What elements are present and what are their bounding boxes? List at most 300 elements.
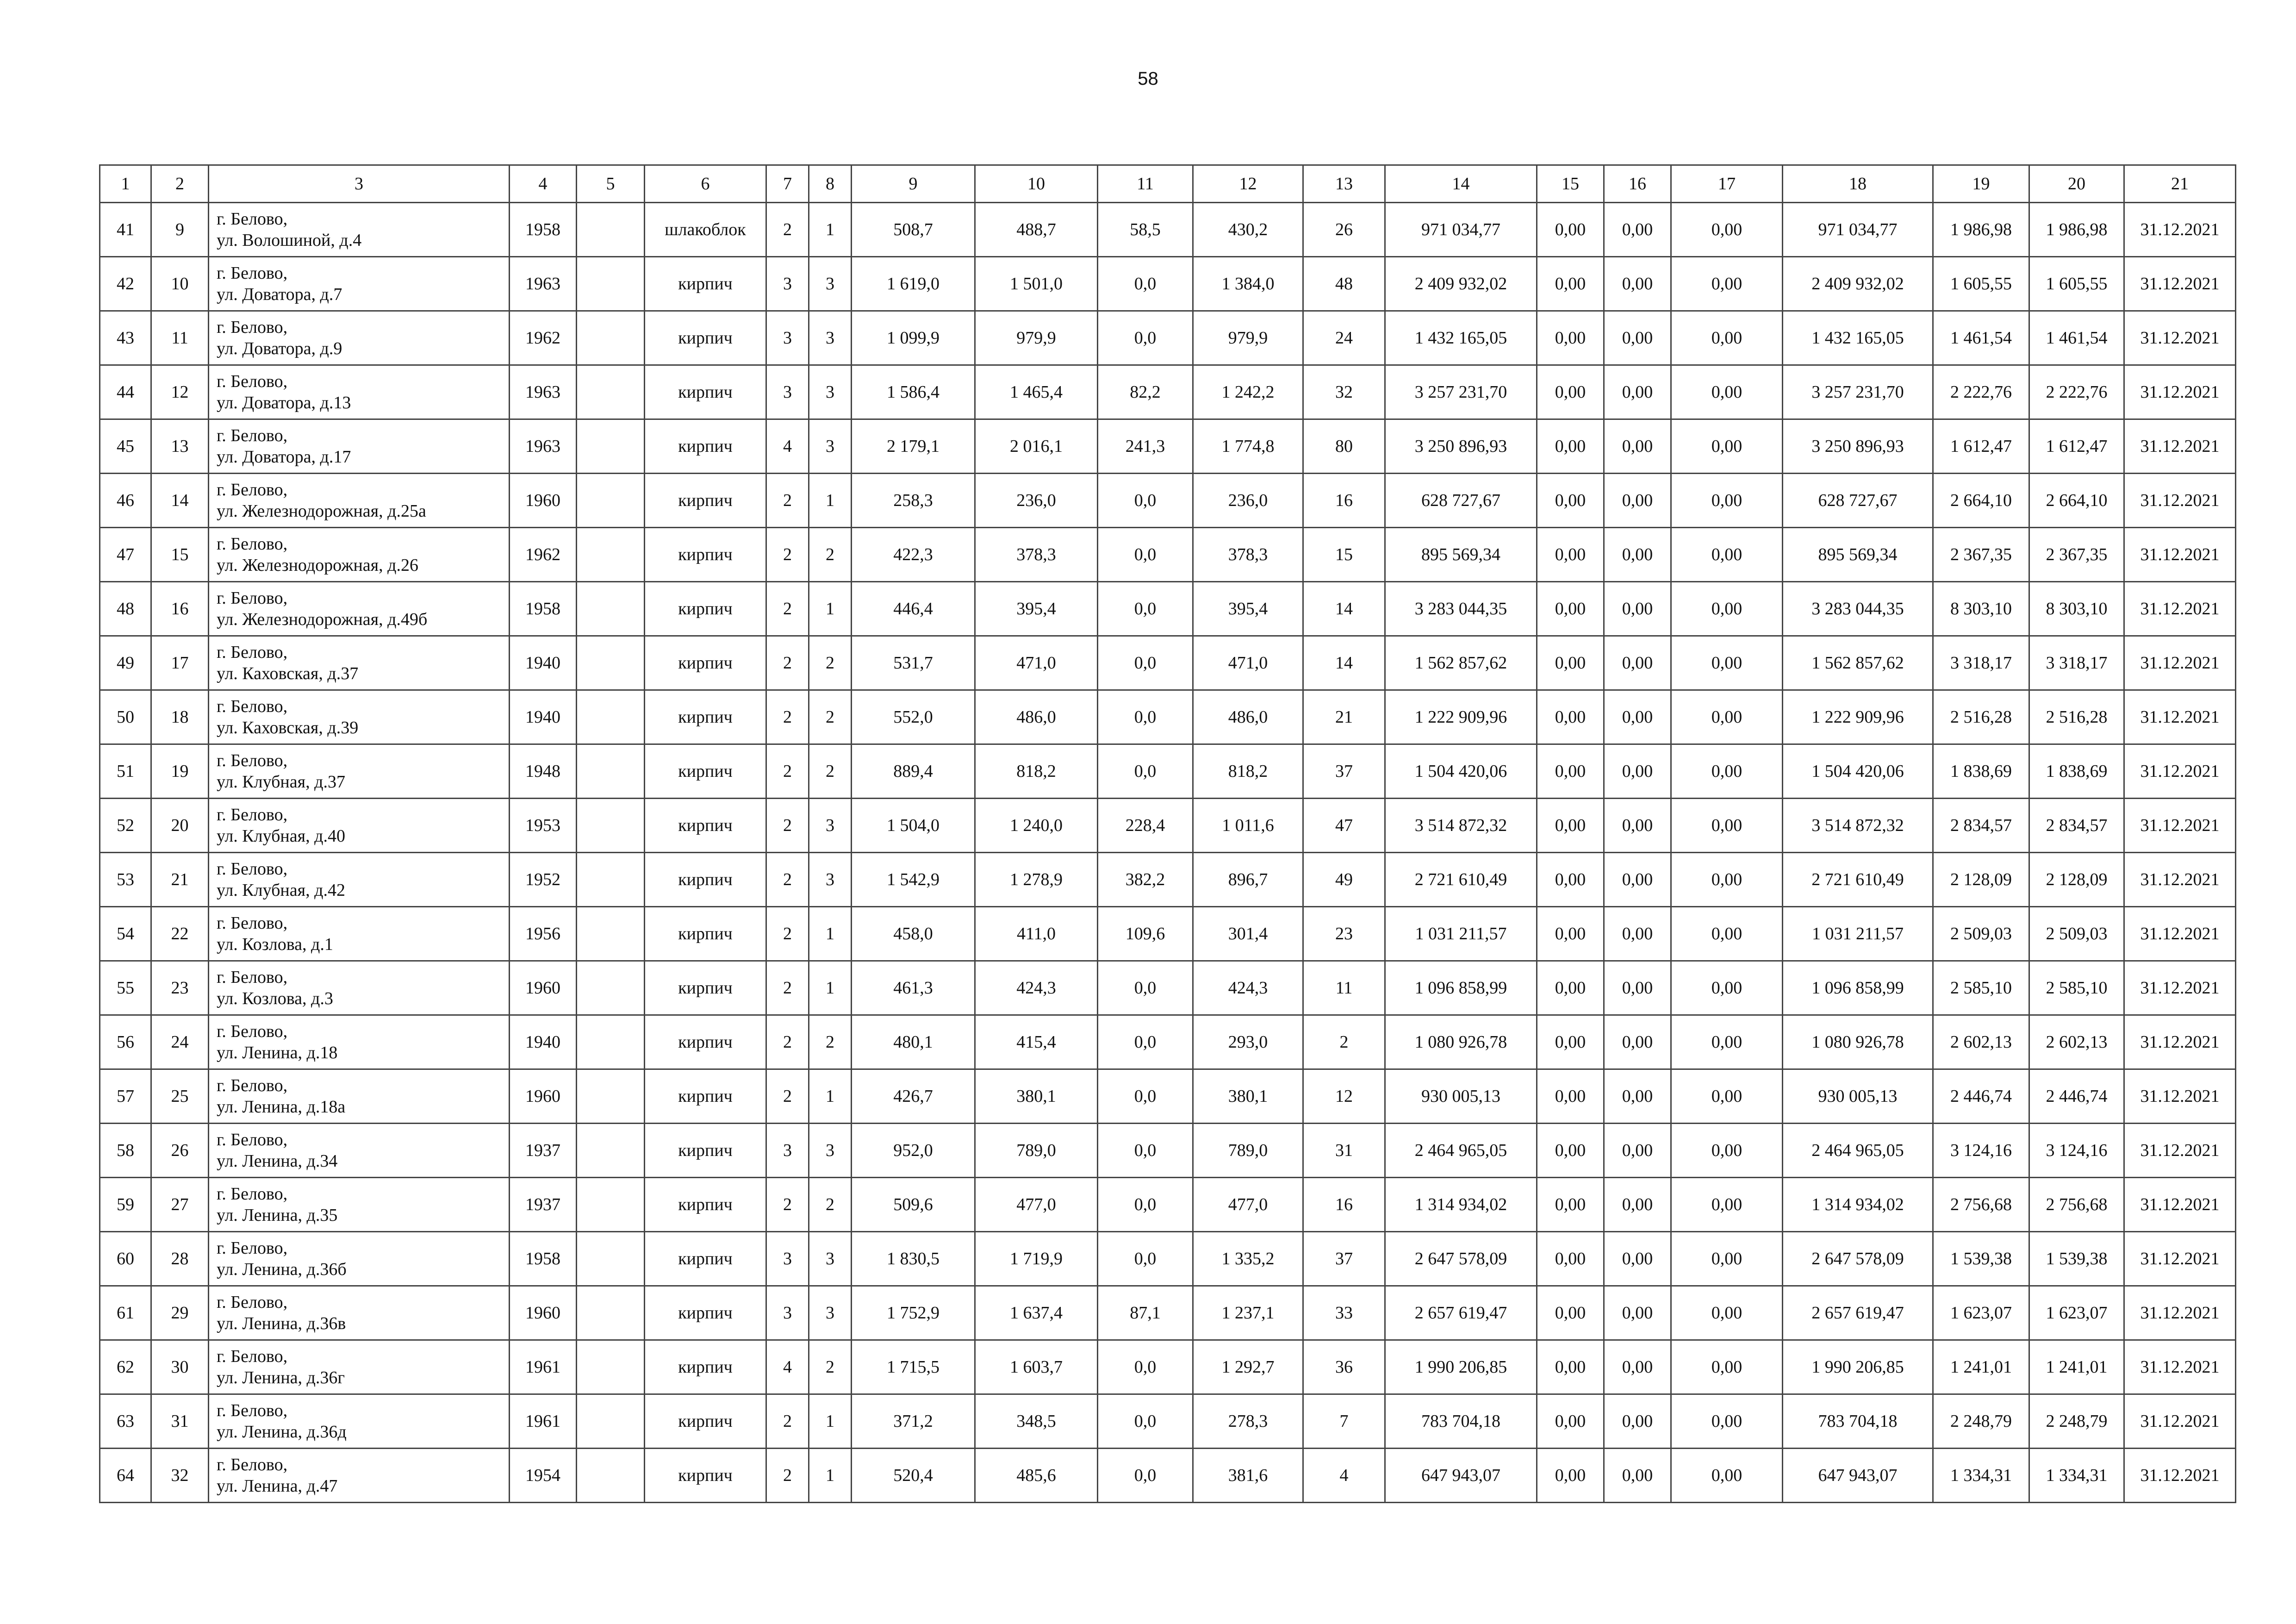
table-cell: 49 — [1303, 853, 1385, 907]
table-cell — [577, 419, 645, 474]
address-street: ул. Доватора, д.9 — [217, 339, 342, 358]
table-cell: 3 283 044,35 — [1385, 582, 1537, 636]
address-city: г. Белово, — [217, 968, 288, 987]
table-cell: 7 — [1303, 1394, 1385, 1449]
address-street: ул. Ленина, д.18а — [217, 1097, 346, 1117]
table-cell: 1 562 857,62 — [1783, 636, 1933, 690]
table-cell: 2 464 965,05 — [1385, 1124, 1537, 1178]
table-cell: 2 — [766, 1394, 809, 1449]
table-cell: 0,0 — [1098, 1394, 1193, 1449]
table-row — [100, 311, 2236, 365]
table-cell: шлакоблок — [645, 203, 766, 257]
table-cell: 979,9 — [1193, 311, 1303, 365]
table-cell: 3 — [809, 311, 852, 365]
table-cell: 0,0 — [1098, 1124, 1193, 1178]
table-cell: 0,00 — [1604, 528, 1671, 582]
table-cell: 2 367,35 — [2029, 528, 2124, 582]
table-cell — [577, 907, 645, 961]
table-cell: 477,0 — [975, 1178, 1098, 1232]
address-city: г. Белово, — [217, 318, 288, 337]
table-cell — [577, 203, 645, 257]
address-city: г. Белово, — [217, 1130, 288, 1149]
table-cell: 31.12.2021 — [2124, 1340, 2236, 1394]
column-number-cell: 19 — [1933, 165, 2029, 203]
table-cell: 0,0 — [1098, 690, 1193, 744]
table-cell: 0,00 — [1604, 1394, 1671, 1449]
table-cell: 0,00 — [1604, 961, 1671, 1015]
table-cell: 0,00 — [1537, 528, 1604, 582]
address-cell — [209, 257, 510, 311]
table-cell: 0,0 — [1098, 1340, 1193, 1394]
table-cell: 889,4 — [852, 744, 975, 799]
address-city: г. Белово, — [217, 372, 288, 391]
table-cell: 1 314 934,02 — [1385, 1178, 1537, 1232]
table-cell: 1963 — [510, 419, 577, 474]
table-cell: 37 — [1303, 744, 1385, 799]
table-cell: 2 647 578,09 — [1783, 1232, 1933, 1286]
table-cell — [577, 799, 645, 853]
table-cell: 2 602,13 — [2029, 1015, 2124, 1069]
table-cell: 11 — [151, 311, 209, 365]
column-number-cell: 1 — [100, 165, 151, 203]
address-city: г. Белово, — [217, 534, 288, 554]
table-cell: 1 501,0 — [975, 257, 1098, 311]
table-cell: 1 334,31 — [2029, 1449, 2124, 1503]
table-cell: 2 — [766, 853, 809, 907]
table-cell: 0,00 — [1537, 853, 1604, 907]
table-cell: 0,0 — [1098, 528, 1193, 582]
address-cell — [209, 907, 510, 961]
table-cell: 228,4 — [1098, 799, 1193, 853]
table-cell: 509,6 — [852, 1178, 975, 1232]
table-cell: кирпич — [645, 1340, 766, 1394]
table-cell: 3 318,17 — [2029, 636, 2124, 690]
table-cell: 29 — [151, 1286, 209, 1340]
table-cell: кирпич — [645, 636, 766, 690]
table-cell: 508,7 — [852, 203, 975, 257]
table-row — [100, 1340, 2236, 1394]
table-cell: 1948 — [510, 744, 577, 799]
table-cell: 42 — [100, 257, 151, 311]
table-cell: 0,00 — [1537, 1124, 1604, 1178]
table-cell: 1 — [809, 582, 852, 636]
address-cell — [209, 528, 510, 582]
table-cell: 31.12.2021 — [2124, 1178, 2236, 1232]
table-cell: 979,9 — [975, 311, 1098, 365]
table-cell: 0,00 — [1537, 365, 1604, 419]
table-cell: 1 623,07 — [2029, 1286, 2124, 1340]
table-cell: 0,00 — [1604, 744, 1671, 799]
table-cell: 31 — [151, 1394, 209, 1449]
table-cell: 4 — [766, 419, 809, 474]
table-cell: 31.12.2021 — [2124, 582, 2236, 636]
page-number: 58 — [1138, 69, 1158, 89]
table-cell: 3 257 231,70 — [1385, 365, 1537, 419]
table-cell: 0,00 — [1537, 744, 1604, 799]
table-cell — [577, 744, 645, 799]
table-cell: кирпич — [645, 1449, 766, 1503]
address-street: ул. Волошиной, д.4 — [217, 231, 362, 250]
table-cell: 47 — [100, 528, 151, 582]
table-cell: 1 586,4 — [852, 365, 975, 419]
table-cell: 2 585,10 — [2029, 961, 2124, 1015]
table-cell: кирпич — [645, 311, 766, 365]
table-row — [100, 203, 2236, 257]
table-cell: 1 539,38 — [2029, 1232, 2124, 1286]
table-cell: 1 011,6 — [1193, 799, 1303, 853]
table-cell: 1954 — [510, 1449, 577, 1503]
table-cell: 2 — [766, 582, 809, 636]
table-cell — [577, 1124, 645, 1178]
table-cell: 8 303,10 — [1933, 582, 2029, 636]
table-cell: 12 — [1303, 1069, 1385, 1124]
table-cell: 16 — [151, 582, 209, 636]
table-cell: 2 585,10 — [1933, 961, 2029, 1015]
table-cell: 952,0 — [852, 1124, 975, 1178]
table-cell: кирпич — [645, 474, 766, 528]
table-cell: 0,0 — [1098, 1232, 1193, 1286]
table-cell: 258,3 — [852, 474, 975, 528]
table-cell: 1 619,0 — [852, 257, 975, 311]
address-cell — [209, 419, 510, 474]
table-cell: 32 — [151, 1449, 209, 1503]
table-cell: 1 080 926,78 — [1783, 1015, 1933, 1069]
table-cell: 1961 — [510, 1394, 577, 1449]
column-number-cell: 21 — [2124, 165, 2236, 203]
table-cell: 896,7 — [1193, 853, 1303, 907]
address-cell — [209, 1286, 510, 1340]
table-cell: кирпич — [645, 1394, 766, 1449]
table-cell — [577, 528, 645, 582]
table-cell: 1 096 858,99 — [1385, 961, 1537, 1015]
table-cell: 480,1 — [852, 1015, 975, 1069]
table-cell: 1 031 211,57 — [1783, 907, 1933, 961]
table-cell: 0,00 — [1671, 1340, 1783, 1394]
table-cell: 31.12.2021 — [2124, 853, 2236, 907]
table-cell: 14 — [1303, 582, 1385, 636]
table-cell: 2 — [766, 1015, 809, 1069]
table-cell: 13 — [151, 419, 209, 474]
address-cell — [209, 1178, 510, 1232]
address-city: г. Белово, — [217, 643, 288, 662]
table-cell: 47 — [1303, 799, 1385, 853]
table-cell: 4 — [766, 1340, 809, 1394]
table-cell: 0,00 — [1671, 799, 1783, 853]
table-cell: 31 — [1303, 1124, 1385, 1178]
table-cell: 0,00 — [1604, 365, 1671, 419]
table-cell: 628 727,67 — [1783, 474, 1933, 528]
table-cell — [577, 365, 645, 419]
table-cell: 1 990 206,85 — [1385, 1340, 1537, 1394]
table-cell: 1940 — [510, 690, 577, 744]
table-cell: 0,00 — [1604, 636, 1671, 690]
table-cell: 1 241,01 — [2029, 1340, 2124, 1394]
table-row — [100, 1286, 2236, 1340]
table-cell: 477,0 — [1193, 1178, 1303, 1232]
address-city: г. Белово, — [217, 859, 288, 879]
column-number-cell: 8 — [809, 165, 852, 203]
table-cell: 0,00 — [1671, 1449, 1783, 1503]
table-cell: 382,2 — [1098, 853, 1193, 907]
table-cell: кирпич — [645, 853, 766, 907]
table-cell: 1 241,01 — [1933, 1340, 2029, 1394]
table-cell: 15 — [151, 528, 209, 582]
table-cell: 2 — [766, 636, 809, 690]
table-cell: 818,2 — [975, 744, 1098, 799]
table-cell: 1 096 858,99 — [1783, 961, 1933, 1015]
table-cell: 1 838,69 — [1933, 744, 2029, 799]
table-cell: 1963 — [510, 365, 577, 419]
table-cell: 2 664,10 — [2029, 474, 2124, 528]
table-cell: 0,0 — [1098, 1069, 1193, 1124]
table-cell: 0,00 — [1671, 1015, 1783, 1069]
table-cell: 43 — [100, 311, 151, 365]
table-cell: 0,00 — [1671, 582, 1783, 636]
table-row — [100, 257, 2236, 311]
table-cell: 424,3 — [1193, 961, 1303, 1015]
table-row — [100, 1232, 2236, 1286]
table-row — [100, 365, 2236, 419]
address-city: г. Белово, — [217, 697, 288, 716]
table-cell: 1937 — [510, 1124, 577, 1178]
address-street: ул. Ленина, д.36д — [217, 1422, 347, 1442]
address-city: г. Белово, — [217, 913, 288, 933]
table-cell: 301,4 — [1193, 907, 1303, 961]
table-cell: 0,00 — [1537, 1015, 1604, 1069]
table-cell: 783 704,18 — [1783, 1394, 1933, 1449]
table-cell: 41 — [100, 203, 151, 257]
table-cell: 2 446,74 — [1933, 1069, 2029, 1124]
table-cell: 2 — [766, 907, 809, 961]
table-cell: кирпич — [645, 907, 766, 961]
table-cell: 2 222,76 — [2029, 365, 2124, 419]
table-cell: 0,00 — [1537, 1069, 1604, 1124]
table-cell: 1 432 165,05 — [1783, 311, 1933, 365]
column-number-cell: 5 — [577, 165, 645, 203]
table-cell: 31.12.2021 — [2124, 636, 2236, 690]
table-cell: 1962 — [510, 311, 577, 365]
table-cell: 0,00 — [1671, 1232, 1783, 1286]
table-cell: 19 — [151, 744, 209, 799]
table-cell: 14 — [151, 474, 209, 528]
table-cell: 1940 — [510, 1015, 577, 1069]
table-cell: 1 031 211,57 — [1385, 907, 1537, 961]
table-cell: 1 465,4 — [975, 365, 1098, 419]
table-cell: 56 — [100, 1015, 151, 1069]
table-cell: 109,6 — [1098, 907, 1193, 961]
table-cell: 0,00 — [1537, 474, 1604, 528]
table-cell: 31.12.2021 — [2124, 1286, 2236, 1340]
table-cell: 1958 — [510, 582, 577, 636]
table-cell: 27 — [151, 1178, 209, 1232]
table-cell: 26 — [1303, 203, 1385, 257]
table-cell: 0,0 — [1098, 1178, 1193, 1232]
address-cell — [209, 744, 510, 799]
address-cell — [209, 690, 510, 744]
table-cell — [577, 853, 645, 907]
table-cell: 0,00 — [1604, 1069, 1671, 1124]
table-cell: 2 409 932,02 — [1783, 257, 1933, 311]
table-cell: 1 990 206,85 — [1783, 1340, 1933, 1394]
table-cell: 0,00 — [1671, 907, 1783, 961]
table-cell: 1960 — [510, 1069, 577, 1124]
table-cell: 2 128,09 — [1933, 853, 2029, 907]
table-cell: 0,00 — [1604, 690, 1671, 744]
table-cell: 1 278,9 — [975, 853, 1098, 907]
table-cell — [577, 582, 645, 636]
table-cell: 2 128,09 — [2029, 853, 2124, 907]
address-cell — [209, 1232, 510, 1286]
address-city: г. Белово, — [217, 426, 288, 445]
table-cell: 488,7 — [975, 203, 1098, 257]
table-cell: 471,0 — [975, 636, 1098, 690]
table-cell: 1 562 857,62 — [1385, 636, 1537, 690]
table-cell: 0,00 — [1537, 690, 1604, 744]
table-cell: 1 986,98 — [1933, 203, 2029, 257]
table-cell: 3 318,17 — [1933, 636, 2029, 690]
table-cell: 0,00 — [1671, 961, 1783, 1015]
table-cell: кирпич — [645, 1015, 766, 1069]
table-row — [100, 853, 2236, 907]
table-cell: 20 — [151, 799, 209, 853]
table-cell: 31.12.2021 — [2124, 1124, 2236, 1178]
table-row — [100, 1178, 2236, 1232]
table-cell: 1 774,8 — [1193, 419, 1303, 474]
table-cell: 54 — [100, 907, 151, 961]
table-cell: 37 — [1303, 1232, 1385, 1286]
table-cell: 2 464 965,05 — [1783, 1124, 1933, 1178]
table-cell: 15 — [1303, 528, 1385, 582]
table-cell: 8 303,10 — [2029, 582, 2124, 636]
table-cell: 0,00 — [1604, 311, 1671, 365]
table-cell: 1 — [809, 203, 852, 257]
table-cell: 63 — [100, 1394, 151, 1449]
table-cell: 31.12.2021 — [2124, 474, 2236, 528]
address-cell — [209, 853, 510, 907]
table-cell: 3 — [766, 1124, 809, 1178]
table-cell: 21 — [151, 853, 209, 907]
table-cell: 0,00 — [1537, 419, 1604, 474]
table-cell: 0,0 — [1098, 257, 1193, 311]
table-row — [100, 799, 2236, 853]
column-number-cell: 16 — [1604, 165, 1671, 203]
table-cell: 0,00 — [1671, 690, 1783, 744]
table-cell: 430,2 — [1193, 203, 1303, 257]
table-cell: 1 461,54 — [1933, 311, 2029, 365]
table-cell: 1 — [809, 474, 852, 528]
address-street: ул. Козлова, д.3 — [217, 989, 333, 1008]
table-cell: 12 — [151, 365, 209, 419]
table-cell: 1960 — [510, 474, 577, 528]
table-cell: 2 721 610,49 — [1385, 853, 1537, 907]
table-cell — [577, 1394, 645, 1449]
table-cell: 2 602,13 — [1933, 1015, 2029, 1069]
table-cell: кирпич — [645, 528, 766, 582]
address-city: г. Белово, — [217, 805, 288, 824]
table-cell: 87,1 — [1098, 1286, 1193, 1340]
table-cell: 0,00 — [1604, 203, 1671, 257]
table-cell: 1 539,38 — [1933, 1232, 2029, 1286]
table-cell: 0,00 — [1604, 257, 1671, 311]
table-cell — [577, 1449, 645, 1503]
table-cell — [577, 961, 645, 1015]
table-body — [100, 165, 2236, 1503]
table-cell: 0,00 — [1537, 1286, 1604, 1340]
table-cell: 1 — [809, 1449, 852, 1503]
table-cell: 411,0 — [975, 907, 1098, 961]
table-cell: 3 — [809, 1286, 852, 1340]
table-cell: 371,2 — [852, 1394, 975, 1449]
table-cell: 1953 — [510, 799, 577, 853]
table-cell: 971 034,77 — [1783, 203, 1933, 257]
column-number-cell: 13 — [1303, 165, 1385, 203]
table-cell: 0,00 — [1671, 311, 1783, 365]
table-cell: 241,3 — [1098, 419, 1193, 474]
table-cell: 48 — [100, 582, 151, 636]
table-cell: 2 516,28 — [1933, 690, 2029, 744]
table-cell: 1 605,55 — [2029, 257, 2124, 311]
table-cell: 31.12.2021 — [2124, 1015, 2236, 1069]
table-cell: 1 612,47 — [1933, 419, 2029, 474]
table-cell: 0,00 — [1537, 1340, 1604, 1394]
table-cell: 531,7 — [852, 636, 975, 690]
table-cell: 23 — [1303, 907, 1385, 961]
table-cell: 2 — [809, 1015, 852, 1069]
table-cell: 0,00 — [1671, 419, 1783, 474]
table-row — [100, 528, 2236, 582]
table-cell: 26 — [151, 1124, 209, 1178]
table-cell: 3 124,16 — [1933, 1124, 2029, 1178]
address-city: г. Белово, — [217, 1238, 288, 1258]
address-cell — [209, 203, 510, 257]
table-cell — [577, 1015, 645, 1069]
table-cell: 51 — [100, 744, 151, 799]
table-cell: 31.12.2021 — [2124, 799, 2236, 853]
table-cell: кирпич — [645, 1286, 766, 1340]
table-row — [100, 1449, 2236, 1503]
address-street: ул. Ленина, д.36в — [217, 1314, 346, 1333]
table-cell: 1 838,69 — [2029, 744, 2124, 799]
table-cell: 31.12.2021 — [2124, 311, 2236, 365]
table-cell: 2 409 932,02 — [1385, 257, 1537, 311]
table-cell: 0,00 — [1604, 1015, 1671, 1069]
table-cell: 3 257 231,70 — [1783, 365, 1933, 419]
table-cell: 25 — [151, 1069, 209, 1124]
address-city: г. Белово, — [217, 1401, 288, 1420]
table-cell: 378,3 — [975, 528, 1098, 582]
table-cell: 552,0 — [852, 690, 975, 744]
table-cell: 0,00 — [1604, 1340, 1671, 1394]
table-cell: 1 715,5 — [852, 1340, 975, 1394]
table-cell: 0,00 — [1671, 1394, 1783, 1449]
table-cell: 0,00 — [1537, 1232, 1604, 1286]
address-street: ул. Ленина, д.35 — [217, 1206, 338, 1225]
address-cell — [209, 636, 510, 690]
table-cell: 0,0 — [1098, 1449, 1193, 1503]
table-cell: 31.12.2021 — [2124, 1069, 2236, 1124]
table-cell: 1 222 909,96 — [1385, 690, 1537, 744]
address-street: ул. Железнодорожная, д.26 — [217, 556, 418, 575]
table-cell: 44 — [100, 365, 151, 419]
column-number-cell: 2 — [151, 165, 209, 203]
table-cell: 57 — [100, 1069, 151, 1124]
table-cell: 0,00 — [1537, 636, 1604, 690]
column-number-cell: 14 — [1385, 165, 1537, 203]
table-cell — [577, 1340, 645, 1394]
table-cell: 378,3 — [1193, 528, 1303, 582]
address-cell — [209, 1340, 510, 1394]
table-cell: 0,00 — [1671, 365, 1783, 419]
